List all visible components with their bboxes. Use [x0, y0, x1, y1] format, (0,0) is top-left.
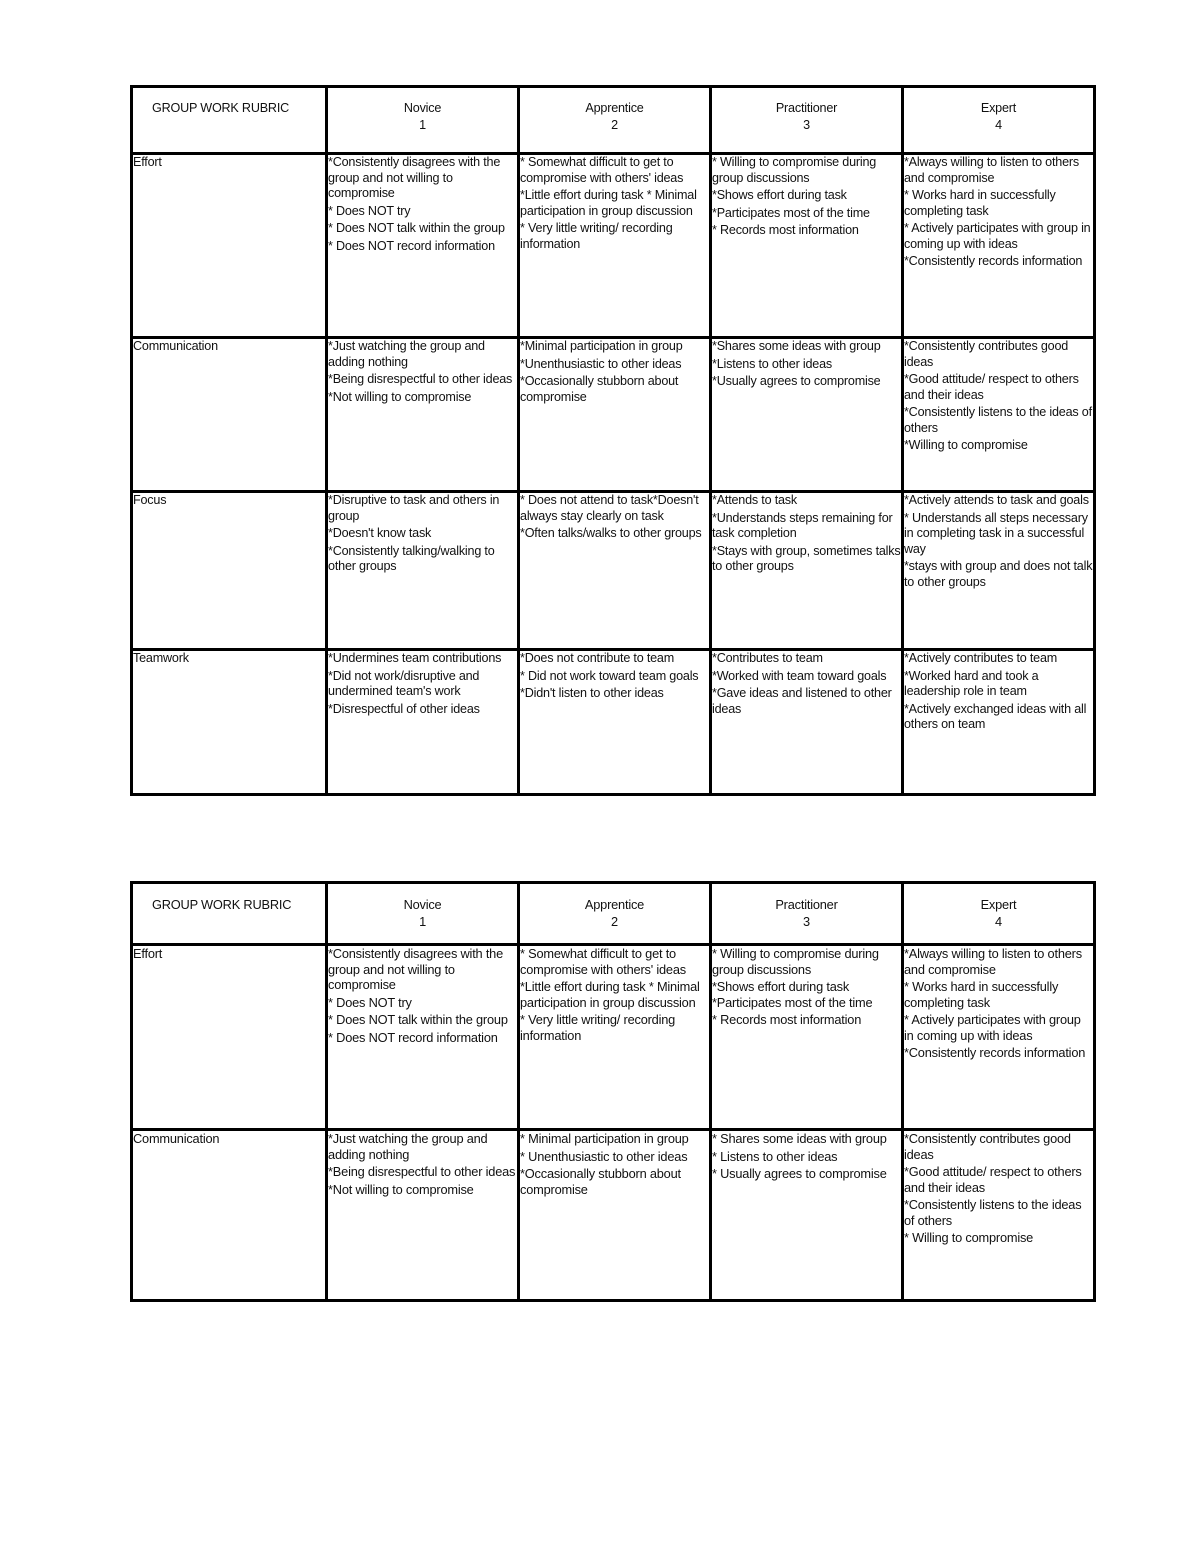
descriptor-cell [327, 1130, 519, 1301]
descriptor-cell [902, 1130, 1094, 1301]
table-row [132, 154, 1095, 338]
descriptor: *Consistently disagrees with the group and not willing to compromise [328, 946, 504, 992]
descriptor-cell [327, 945, 519, 1130]
level-header-apprentice [519, 883, 711, 945]
descriptor: *Being disrespectful to other ideas [328, 372, 513, 386]
descriptor: *Occasionally stubborn about compromise [520, 374, 679, 404]
descriptor: * Does NOT try [328, 994, 412, 1010]
category-label: Focus [132, 492, 327, 650]
level-name: Apprentice [584, 897, 645, 912]
header-row [132, 883, 1095, 945]
level-name: Novice [403, 101, 442, 115]
table-row [132, 1130, 1095, 1301]
table-row [132, 650, 1095, 795]
level-name: Expert [980, 101, 1017, 115]
level-score: 4 [995, 118, 1002, 132]
descriptor: * Records most information [712, 223, 859, 237]
category-label: Communication [132, 1130, 327, 1301]
descriptor: * Does NOT record information [328, 1029, 498, 1045]
header-row [132, 87, 1095, 154]
descriptor: *stays with group and does not talk to other groups [903, 559, 1093, 589]
descriptor: *Consistently listens to the ideas of others [903, 1197, 1082, 1228]
descriptor: *Disruptive to task and others in group [328, 493, 500, 523]
rubric-title: GROUP WORK RUBRIC [132, 883, 327, 945]
descriptor-cell [519, 1130, 711, 1301]
descriptor: *Doesn't know task [328, 526, 432, 540]
descriptor: * Unenthusiastic to other ideas [520, 1148, 688, 1164]
descriptor: * Willing to compromise [903, 1230, 1034, 1245]
descriptor: *Consistently talking/walking to other groups [328, 543, 495, 573]
descriptor-cell [711, 338, 903, 492]
descriptor: * Understands all steps necessary in completing task in a successful way [903, 510, 1088, 556]
descriptor: *Good attitude/ respect to others and their ideas [903, 372, 1079, 402]
descriptor: * Very little writing/ recording information [520, 221, 673, 251]
descriptor: * Actively participates with group in coming up with ideas [903, 1012, 1081, 1043]
level-header-apprentice [519, 87, 711, 154]
descriptor: *Consistently listens to the ideas of others [903, 405, 1092, 435]
descriptor-cell [902, 338, 1094, 492]
descriptor: *Stays with group, sometimes talks to other groups [712, 543, 901, 573]
descriptor: * Does NOT talk within the group [328, 221, 505, 235]
descriptor-cell [711, 492, 903, 650]
descriptor: * Does NOT talk within the group [328, 1012, 508, 1027]
descriptor: *Consistently records information [903, 1045, 1086, 1060]
descriptor-cell [327, 338, 519, 492]
descriptor: *Contributes to team [712, 651, 823, 665]
descriptor-cell [519, 338, 711, 492]
descriptor-cell [902, 945, 1094, 1130]
level-header-expert [902, 87, 1094, 154]
descriptor: * Does NOT try [328, 203, 411, 218]
descriptor: *Disrespectful of other ideas [328, 701, 480, 716]
level-score: 1 [419, 914, 426, 929]
category-label: Teamwork [132, 650, 327, 795]
rubric-table-2 [130, 881, 1096, 1302]
level-score: 3 [803, 914, 810, 929]
descriptor: * Willing to compromise during group discussions [712, 946, 879, 977]
descriptor: * Somewhat difficult to get to compromise with others' ideas [520, 946, 686, 977]
descriptor: * Somewhat difficult to get to compromise with others' ideas [520, 155, 684, 185]
descriptor: *Participates most of the time [712, 205, 870, 220]
descriptor: *Always willing to listen to others and compromise [903, 155, 1079, 185]
descriptor: * Usually agrees to compromise [712, 1166, 887, 1181]
descriptor: * Willing to compromise during group discussions [712, 155, 877, 185]
descriptor: *Worked hard and took a leadership role in team [903, 668, 1039, 698]
descriptor: *Usually agrees to compromise [712, 374, 881, 388]
level-score: 3 [803, 118, 810, 132]
descriptor: *Actively exchanged ideas with all others on team [903, 701, 1087, 731]
descriptor: *Consistently contributes good ideas [903, 1131, 1071, 1162]
descriptor: *Actively attends to task and goals [903, 493, 1089, 507]
descriptor: *Undermines team contributions [328, 651, 502, 665]
descriptor: * Actively participates with group in coming up with ideas [903, 221, 1091, 251]
descriptor: * Minimal participation in group [520, 1131, 689, 1146]
descriptor-cell [711, 154, 903, 338]
descriptor: * Does NOT record information [328, 238, 495, 253]
descriptor: *Consistently records information [903, 254, 1083, 268]
table-row [132, 945, 1095, 1130]
level-name: Apprentice [585, 101, 644, 115]
level-name: Novice [403, 897, 442, 912]
category-label: Effort [132, 154, 327, 338]
descriptor: *Shows effort during task *Participates most of the time [712, 979, 873, 1010]
descriptor: *Shows effort during task [712, 188, 847, 202]
category-label: Communication [132, 338, 327, 492]
descriptor-cell [711, 650, 903, 795]
descriptor-cell [519, 492, 711, 650]
level-score: 2 [611, 118, 618, 132]
descriptor: *Does not contribute to team [520, 651, 675, 665]
descriptor: *Minimal participation in group [520, 339, 683, 353]
rubric-title: GROUP WORK RUBRIC [132, 87, 327, 154]
descriptor: * Very little writing/ recording information [520, 1012, 676, 1043]
descriptor-cell [902, 492, 1094, 650]
descriptor: *Attends to task [712, 493, 798, 507]
level-score: 4 [995, 914, 1002, 929]
descriptor: *Always willing to listen to others and compromise [903, 946, 1082, 977]
descriptor: * Listens to other ideas [712, 1148, 838, 1164]
level-header-novice [327, 883, 519, 945]
descriptor-cell [711, 1130, 903, 1301]
descriptor: *Willing to compromise [903, 438, 1028, 452]
descriptor: *Often talks/walks to other groups [520, 526, 702, 540]
level-score: 1 [419, 118, 426, 132]
descriptor: *Not willing to compromise [328, 1181, 474, 1197]
descriptor: *Little effort during task * Minimal participation in group discussion [520, 979, 700, 1010]
descriptor-cell [327, 492, 519, 650]
level-header-practitioner [711, 883, 903, 945]
descriptor: * Works hard in successfully completing task [903, 979, 1059, 1010]
descriptor: * Shares some ideas with group [712, 1131, 887, 1146]
descriptor: *Did not work/disruptive and undermined team's work [328, 668, 480, 698]
descriptor: *Being disrespectful to other ideas [328, 1164, 516, 1179]
descriptor: *Didn't listen to other ideas [520, 686, 664, 700]
level-name: Practitioner [775, 897, 838, 912]
rubric-table-1 [130, 85, 1096, 796]
level-score: 2 [611, 914, 618, 929]
descriptor: *Worked with team toward goals [712, 668, 887, 683]
descriptor: *Little effort during task * Minimal participation in group discussion [520, 188, 697, 218]
descriptor: * Did not work toward team goals [520, 668, 699, 683]
descriptor: *Not willing to compromise [328, 389, 472, 404]
table-row [132, 492, 1095, 650]
descriptor: * Works hard in successfully completing task [903, 188, 1056, 218]
descriptor: *Consistently contributes good ideas [903, 339, 1069, 369]
descriptor: *Gave ideas and listened to other ideas [712, 686, 892, 716]
level-header-expert [902, 883, 1094, 945]
descriptor: *Unenthusiastic to other ideas [520, 356, 682, 371]
descriptor: * Does not attend to task*Doesn't always stay clearly on task [520, 493, 699, 523]
descriptor: *Listens to other ideas [712, 356, 833, 371]
level-name: Expert [980, 897, 1017, 912]
level-name: Practitioner [775, 101, 838, 115]
descriptor: *Occasionally stubborn about compromise [520, 1166, 681, 1197]
descriptor: * Records most information [712, 1012, 862, 1027]
descriptor: *Consistently disagrees with the group and not willing to compromise [328, 155, 501, 200]
descriptor-cell [902, 154, 1094, 338]
descriptor-cell [327, 154, 519, 338]
descriptor-cell [519, 154, 711, 338]
level-header-practitioner [711, 87, 903, 154]
descriptor: *Just watching the group and adding nothing [328, 1131, 488, 1162]
descriptor-cell [327, 650, 519, 795]
descriptor-cell [519, 650, 711, 795]
table-row [132, 338, 1095, 492]
descriptor: *Just watching the group and adding nothing [328, 339, 485, 369]
descriptor: *Understands steps remaining for task completion [712, 510, 893, 540]
category-label: Effort [132, 945, 327, 1130]
descriptor: *Actively contributes to team [903, 651, 1058, 665]
descriptor: *Good attitude/ respect to others and their ideas [903, 1164, 1082, 1195]
descriptor-cell [902, 650, 1094, 795]
level-header-novice [327, 87, 519, 154]
descriptor-cell [711, 945, 903, 1130]
descriptor-cell [519, 945, 711, 1130]
descriptor: *Shares some ideas with group [712, 339, 881, 353]
